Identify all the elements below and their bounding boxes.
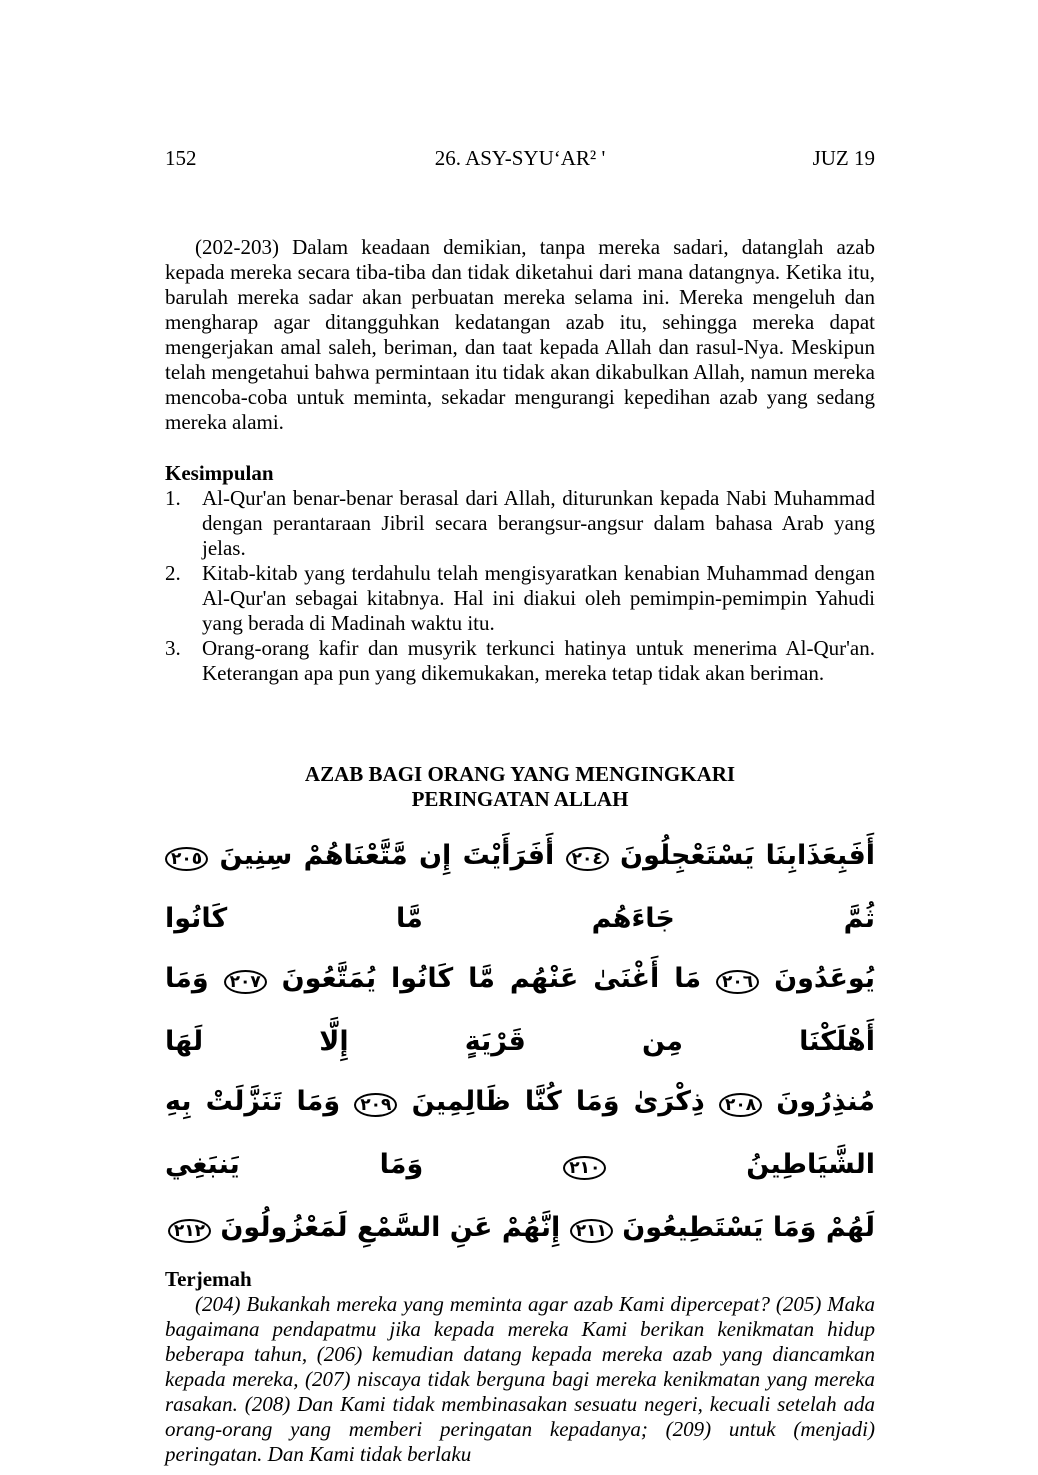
surah-title: 26. ASY-SYU‘AR² ' xyxy=(434,146,606,170)
section-title-line: AZAB BAGI ORANG YANG MENGINGKARI xyxy=(304,762,736,786)
verse-text: ثُمَّ جَاءَهُم مَّا كَانُوا xyxy=(165,903,875,934)
conclusion-heading: Kesimpulan xyxy=(165,461,274,485)
page-number: 152 xyxy=(165,146,197,170)
page-body xyxy=(165,172,875,1467)
verse-text: إِنَّهُمْ عَنِ السَّمْعِ لَمَعْزُولُونَ xyxy=(220,1212,561,1243)
arabic-line xyxy=(165,826,875,949)
list-item xyxy=(165,636,875,686)
verse-number: ٢٠٤ xyxy=(566,847,609,871)
item-text: Orang-orang kafir dan musyrik terkunci hatinya untuk menerima Al-Qur'an. Keterangan apa pun yang dikemukakan, mereka tetap tidak akan beriman. xyxy=(202,636,875,685)
verse-number: ٢١٢ xyxy=(168,1219,211,1243)
verse-text: وَمَا تَنَزَّلَتْ بِهِ الشَّيَاطِينُ xyxy=(165,1086,876,1180)
running-header xyxy=(165,146,875,172)
translation-heading: Terjemah xyxy=(165,1267,252,1291)
verse-text: مُنذِرُونَ xyxy=(776,1086,875,1117)
arabic-line xyxy=(165,1198,875,1261)
verse-number: ٢٠٨ xyxy=(719,1093,762,1117)
section-title-line: PERINGATAN ALLAH xyxy=(411,787,629,811)
verse-text: يُوعَدُونَ xyxy=(774,963,875,994)
verse-text: وَمَا يَنبَغِي xyxy=(165,1149,424,1180)
item-number: 1. xyxy=(165,486,181,510)
conclusion-list xyxy=(165,486,875,686)
arabic-verses xyxy=(165,826,875,1261)
arabic-line xyxy=(165,1072,875,1198)
verse-text: أَفَرَأَيْتَ إِن مَّتَّعْنَاهُمْ سِنِينَ xyxy=(219,840,555,871)
item-text: Al-Qur'an benar-benar berasal dari Allah, diturunkan kepada Nabi Muhammad dengan perantaraan Jibril secara berangsur-angsur dalam bahasa Arab yang jelas. xyxy=(202,486,875,560)
verse-number: ٢٠٦ xyxy=(716,970,759,994)
section-title xyxy=(165,762,875,812)
verse-number: ٢١١ xyxy=(570,1219,613,1243)
item-number: 2. xyxy=(165,561,181,585)
intro-paragraph: (202-203) Dalam keadaan demikian, tanpa mereka sadari, datanglah azab kepada mereka secara tiba-tiba dan tidak diketahui dari mana datangnya. Ketika itu, barulah mereka sadar akan perbuatan mereka selama ini. Mereka mengeluh dan mengharap agar ditangguhkan kedatangan azab itu, sehingga mereka dapat mengerjakan amal saleh, beriman, dan taat kepada Allah dan rasul-Nya. Meskipun telah mengetahui bahwa permintaan itu tidak akan dikabulkan Allah, namun mereka mencoba-coba untuk meminta, sekadar mengurangi kepedihan azab yang sedang mereka alami. xyxy=(165,235,875,434)
juz-label: JUZ 19 xyxy=(812,146,875,170)
verse-number: ٢٠٩ xyxy=(354,1093,397,1117)
item-number: 3. xyxy=(165,636,181,660)
translation-paragraph: (204) Bukankah mereka yang meminta agar azab Kami dipercepat? (205) Maka bagaimana pendapatmu jika kepada mereka Kami berikan kenikmatan hidup beberapa tahun, (206) kemudian datang kepada mereka azab yang diancamkan kepada mereka, (207) niscaya tidak berguna bagi mereka kenikmatan yang mereka rasakan. (208) Dan Kami tidak membinasakan sesuatu negeri, kecuali setelah ada orang-orang yang memberi peringatan kepadanya; (209) untuk (menjadi) peringatan. Dan Kami tidak berlaku xyxy=(165,1292,875,1466)
verse-text: ذِكْرَىٰ وَمَا كُنَّا ظَالِمِينَ xyxy=(411,1086,705,1117)
verse-number: ٢٠٥ xyxy=(165,847,208,871)
arabic-line xyxy=(165,949,875,1072)
list-item xyxy=(165,561,875,636)
verse-text: مَا أَغْنَىٰ عَنْهُم مَّا كَانُوا يُمَتَّعُونَ xyxy=(281,963,702,994)
verse-number: ٢١٠ xyxy=(563,1156,606,1180)
verse-text: أَفَبِعَذَابِنَا يَسْتَعْجِلُونَ xyxy=(620,840,876,871)
item-text: Kitab-kitab yang terdahulu telah mengisyaratkan kenabian Muhammad dengan Al-Qur'an sebagai kitabnya. Hal ini diakui oleh pemimpin-pemimpin Yahudi yang berada di Madinah waktu itu. xyxy=(202,561,875,635)
verse-text: وَمَا أَهْلَكْنَا مِن قَرْيَةٍ إِلَّا لَهَا xyxy=(165,963,875,1057)
verse-number: ٢٠٧ xyxy=(224,970,267,994)
list-item xyxy=(165,486,875,561)
verse-text: لَهُمْ وَمَا يَسْتَطِيعُونَ xyxy=(622,1212,875,1243)
